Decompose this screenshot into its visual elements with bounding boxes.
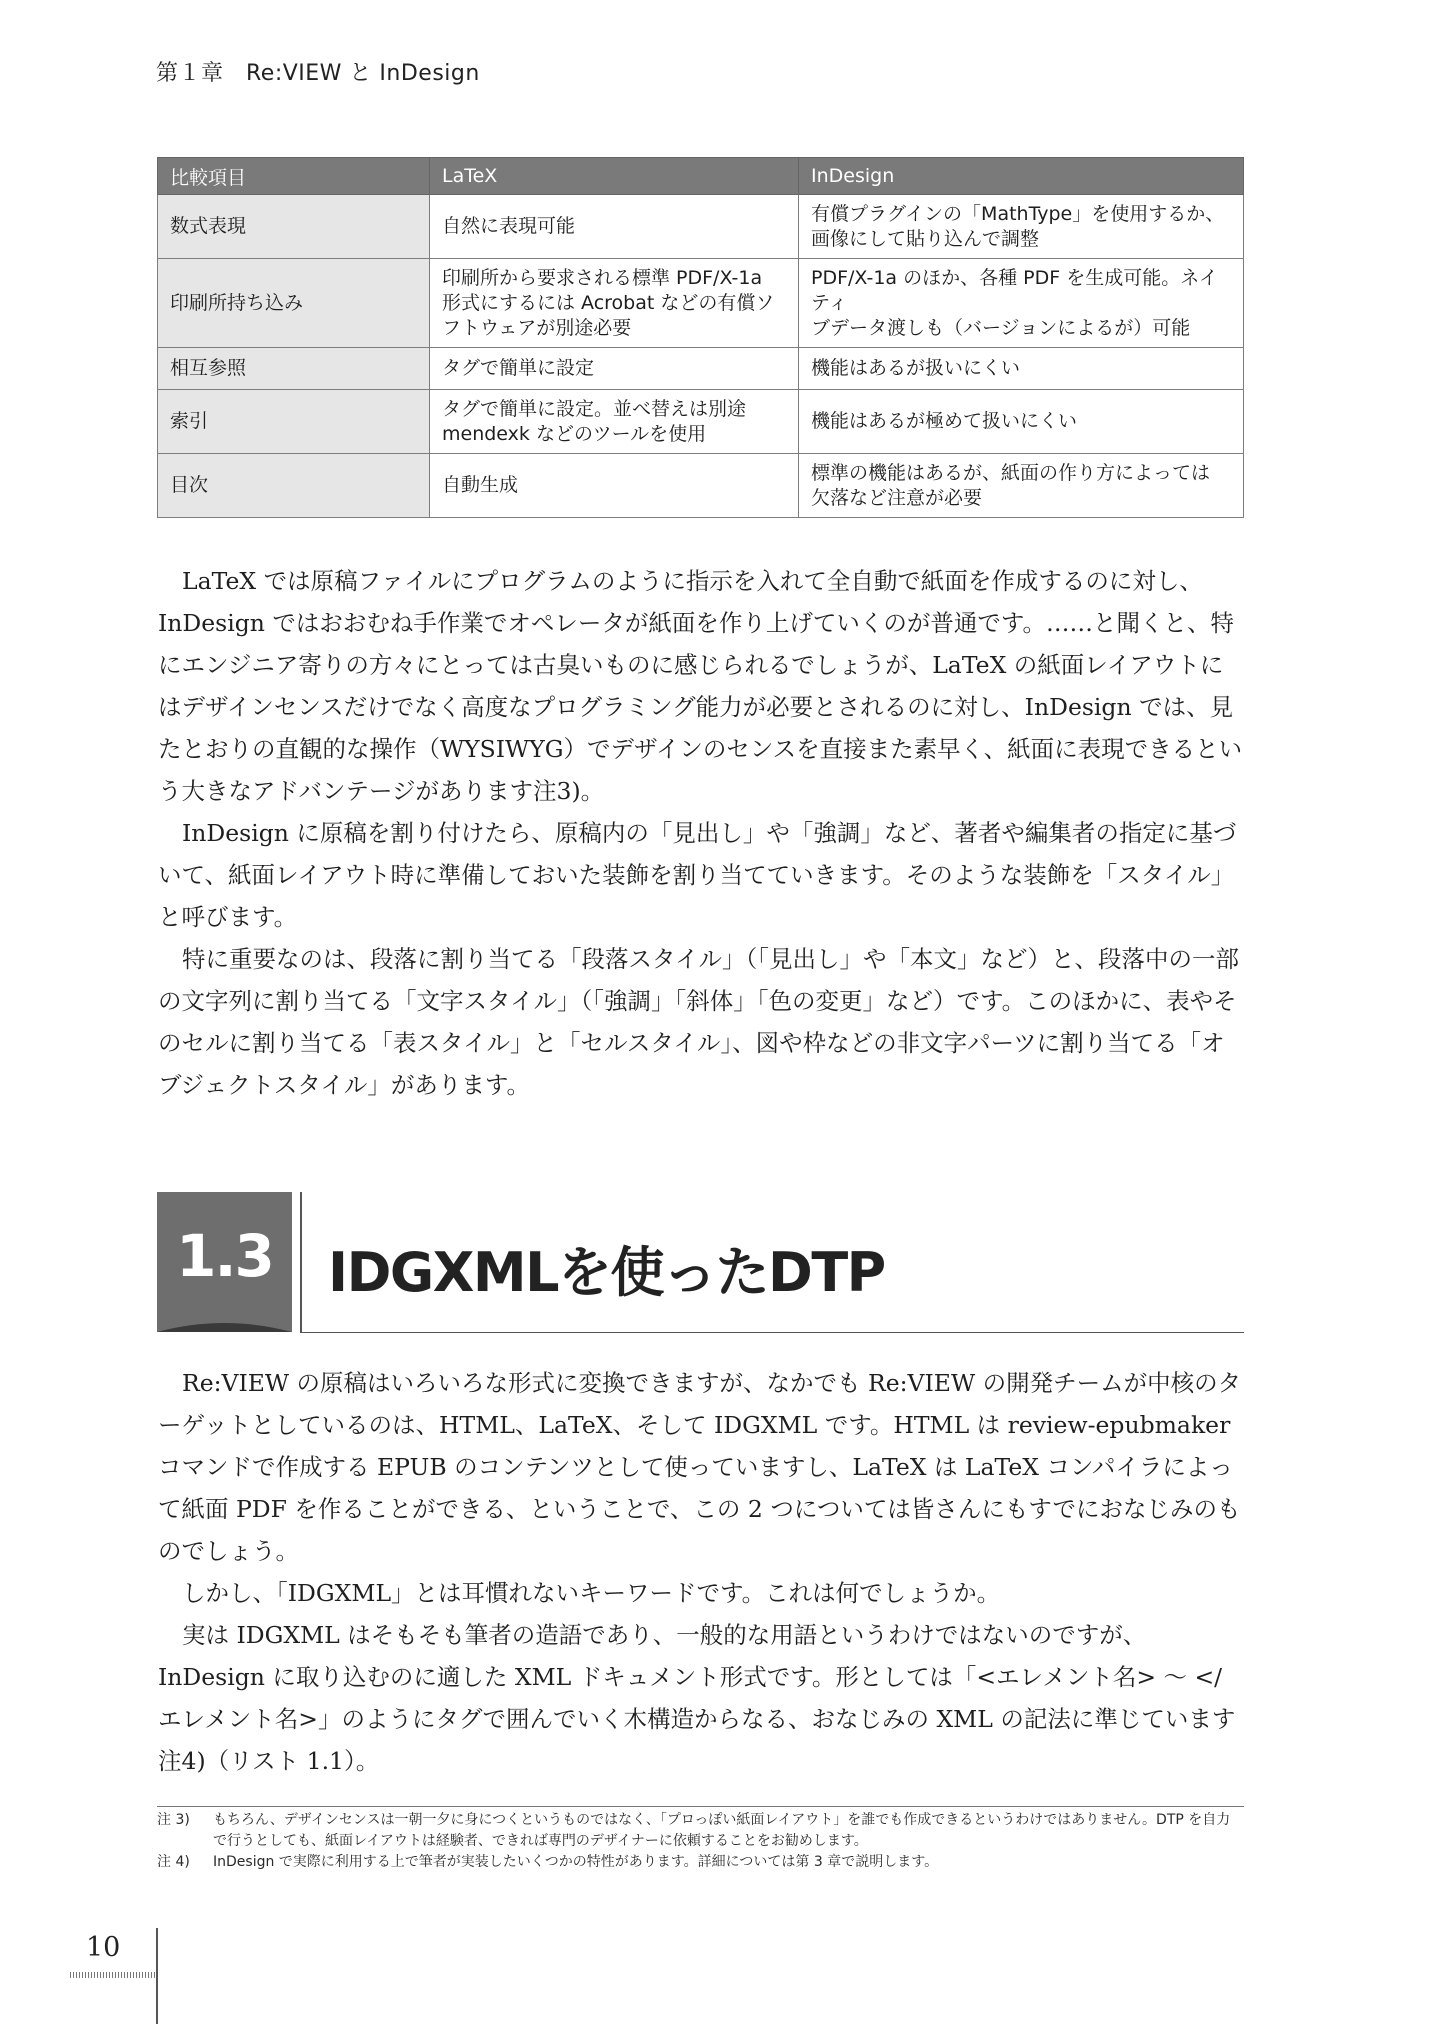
table-row <box>158 390 1244 454</box>
comparison-table <box>157 157 1244 518</box>
table-cell: PDF/X-1a のほか、各種 PDF を生成可能。ネイティ ブデータ渡しも（バージョンによるが）可能 <box>799 259 1244 348</box>
page-number-rule <box>156 1928 158 2024</box>
footnote-marker: 注 3) <box>157 1812 190 1828</box>
table-cell: 数式表現 <box>158 195 430 259</box>
section-horizontal-rule <box>300 1332 1244 1333</box>
running-header: 第１章 Re:VIEW と InDesign <box>156 61 480 86</box>
table-cell: 機能はあるが極めて扱いにくい <box>799 390 1244 454</box>
body-text-before-section <box>158 560 1244 1106</box>
footnote-marker: 注 4) <box>157 1854 190 1870</box>
table-row <box>158 348 1244 390</box>
table-cell: タグで簡単に設定。並べ替えは別途 mendexk などのツールを使用 <box>430 390 799 454</box>
paragraph: Re:VIEW の原稿はいろいろな形式に変換できますが、なかでも Re:VIEW の開発チームが中核のターゲットとしているのは、HTML、LaTeX、そして IDGXML です。HTML は review-epubmaker コマンドで作成する EPUB のコンテンツとして使っていますし、LaTeX は LaTeX コンパイラによって紙面 PDF を作ることができる、ということで、この 2 つについては皆さんにもすでにおなじみのものでしょう。 <box>158 1369 1242 1565</box>
paragraph: LaTeX では原稿ファイルにプログラムのように指示を入れて全自動で紙面を作成するのに対し、InDesign ではおおむね手作業でオペレータが紙面を作り上げていくのが普通です。……と聞くと、特にエンジニア寄りの方々にとっては古臭いものに感じられるでしょうが、LaTeX の紙面レイアウトにはデザインセンスだけでなく高度なプログラミング能力が必要とされるのに対し、InDesign では、見たとおりの直観的な操作（WYSIWYG）でデザインのセンスを直接また素早く、紙面に表現できるという大きなアドバンテージがあります注3)。 <box>158 567 1243 805</box>
table-cell: タグで簡単に設定 <box>430 348 799 390</box>
paragraph: 実は IDGXML はそもそも筆者の造語であり、一般的な用語というわけではないのですが、InDesign に取り込むのに適した XML ドキュメント形式です。形としては「<エレメント名> 〜 </エレメント名>」のようにタグで囲んでいく木構造からなる、おなじみの XML の記法に準じています注4)（リスト 1.1）。 <box>158 1621 1236 1775</box>
footnotes <box>157 1810 1244 1873</box>
footnote <box>157 1852 1244 1873</box>
table-cell: 目次 <box>158 454 430 518</box>
page-number-dot-rule <box>70 1972 156 1978</box>
footnote-text: InDesign で実際に利用する上で筆者が実装したいくつかの特性があります。詳細については第 3 章で説明します。 <box>213 1854 939 1870</box>
table-cell: 自然に表現可能 <box>430 195 799 259</box>
section-box-arc-decoration <box>157 1312 292 1332</box>
table-row <box>158 454 1244 518</box>
table-row <box>158 195 1244 259</box>
paragraph: 特に重要なのは、段落に割り当てる「段落スタイル」（「見出し」や「本文」など）と、段落中の一部の文字列に割り当てる「文字スタイル」（「強調」「斜体」「色の変更」など）です。このほかに、表やそのセルに割り当てる「表スタイル」と「セルスタイル」、図や枠などの非文字パーツに割り当てる「オブジェクトスタイル」があります。 <box>158 945 1240 1099</box>
section-number: 1.3 <box>176 1222 273 1290</box>
table-cell: 相互参照 <box>158 348 430 390</box>
table-cell: 印刷所持ち込み <box>158 259 430 348</box>
table-cell: 有償プラグインの「MathType」を使用するか、 画像にして貼り込んで調整 <box>799 195 1244 259</box>
section-number-box <box>157 1192 292 1332</box>
table-row <box>158 259 1244 348</box>
table-cell: 索引 <box>158 390 430 454</box>
table-header-cell: InDesign <box>799 158 1244 195</box>
page-number: 10 <box>86 1932 121 1963</box>
footnote-text: もちろん、デザインセンスは一朝一夕に身につくというものではなく、「プロっぽい紙面レイアウト」を誰でも作成できるというわけではありません。DTP を自力で行うとしても、紙面レイアウトは経験者、できれば専門のデザイナーに依頼することをお勧めします。 <box>213 1812 1231 1849</box>
body-text-after-section <box>158 1362 1244 1782</box>
table-header-row <box>158 158 1244 195</box>
table-cell: 印刷所から要求される標準 PDF/X-1a 形式にするには Acrobat などの有償ソ フトウェアが別途必要 <box>430 259 799 348</box>
paragraph: しかし、「IDGXML」とは耳慣れないキーワードです。これは何でしょうか。 <box>182 1579 1001 1607</box>
paragraph: InDesign に原稿を割り付けたら、原稿内の「見出し」や「強調」など、著者や編集者の指定に基づいて、紙面レイアウト時に準備しておいた装飾を割り当てていきます。そのような装飾を「スタイル」と呼びます。 <box>158 819 1237 931</box>
section-vertical-rule <box>300 1192 302 1332</box>
table-cell: 標準の機能はあるが、紙面の作り方によっては 欠落など注意が必要 <box>799 454 1244 518</box>
section-title: IDGXMLを使ったDTP <box>328 1241 885 1304</box>
footnote <box>157 1810 1244 1852</box>
table-cell: 自動生成 <box>430 454 799 518</box>
footnote-rule <box>157 1806 1244 1807</box>
table-header-cell: LaTeX <box>430 158 799 195</box>
table-cell: 機能はあるが扱いにくい <box>799 348 1244 390</box>
table-header-cell: 比較項目 <box>158 158 430 195</box>
